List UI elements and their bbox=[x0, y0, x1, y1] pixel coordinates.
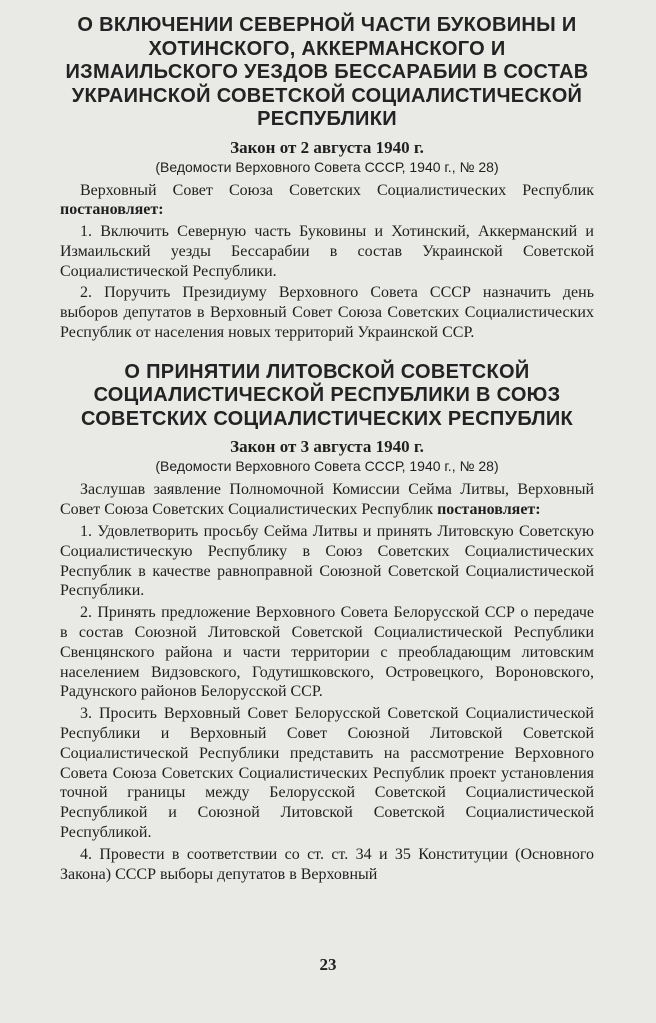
preamble bbox=[60, 181, 594, 221]
source-citation: (Ведомости Верховного Совета СССР, 1940 г., № 28) bbox=[155, 158, 499, 175]
law-item: 1. Включить Северную часть Буковины и Хотинский, Аккерманский и Измаильский уезды Бессарабии в состав Украинской Советской Социалистической Республики. bbox=[60, 223, 594, 280]
page-number: 23 bbox=[319, 955, 337, 974]
law-title: Закон от 3 августа 1940 г. bbox=[230, 437, 424, 457]
law-section-bukovina bbox=[60, 14, 594, 343]
section-gap bbox=[60, 345, 594, 361]
law-item: 4. Провести в соответствии со ст. ст. 34 и 35 Конституции (Основного Закона) СССР выборы депутатов в Верховный bbox=[60, 845, 594, 883]
preamble-text: Верховный Совет Союза Советских Социалистических Республик bbox=[80, 181, 594, 199]
decree-word: постановляет: bbox=[60, 201, 164, 219]
law-item: 2. Принять предложение Верховного Совета Белорусской ССР о передаче в состав Союзной Литовской Советской Социалистической Республики Свенцянского района и части территории с преобладающим литовским населением Видзовского, Годутишковского, Островецкого, Вороновского, Радунского районов Белорусской ССР. bbox=[60, 604, 594, 701]
law-section-lithuania bbox=[60, 361, 594, 884]
law-item: 2. Поручить Президиуму Верховного Совета СССР назначить день выборов депутатов в Верховный Совет Союза Советских Социалистических Республик от населения новых территорий Украинской ССР. bbox=[60, 284, 594, 342]
law-item: 3. Просить Верховный Совет Белорусской Советской Социалистической Республики и Верховный Совет Союзной Литовской Советской Социалистической Республики представить на рассмотрение Верховного Совета Союза Советских Социалистических Республик проект установления точной границы между Белорусской Советской Социалистической Республикой и Союзной Литовской Советской Социалистической Республикой. bbox=[60, 705, 594, 841]
law-title: Закон от 2 августа 1940 г. bbox=[230, 137, 424, 157]
source-citation: (Ведомости Верховного Совета СССР, 1940 г., № 28) bbox=[155, 458, 499, 475]
section-heading: О ПРИНЯТИИ ЛИТОВСКОЙ СОВЕТСКОЙ СОЦИАЛИСТИЧЕСКОЙ РЕСПУБЛИКИ В СОЮЗ СОВЕТСКИХ СОЦИАЛИСТИЧЕСКИХ РЕСПУБЛИК bbox=[80, 360, 574, 430]
decree-word: постановляет: bbox=[437, 501, 541, 519]
preamble bbox=[60, 480, 594, 520]
law-item: 1. Удовлетворить просьбу Сейма Литвы и принять Литовскую Советскую Социалистическую Республику в Союз Советских Социалистических Республик в качестве равноправной Союзной Советской Социалистической Республики. bbox=[60, 522, 594, 600]
preamble-text: Заслушав заявление Полномочной Комиссии Сейма Литвы, Верховный Совет Союза Советских Социалистических Республик bbox=[60, 481, 594, 519]
section-heading: О ВКЛЮЧЕНИИ СЕВЕРНОЙ ЧАСТИ БУКОВИНЫ И ХОТИНСКОГО, АККЕРМАНСКОГО И ИЗМАИЛЬСКОГО УЕЗДОВ БЕССАРАБИИ В СОСТАВ УКРАИНСКОЙ СОВЕТСКОЙ СОЦИАЛИСТИЧЕСКОЙ РЕСПУБЛИКИ bbox=[65, 14, 589, 130]
